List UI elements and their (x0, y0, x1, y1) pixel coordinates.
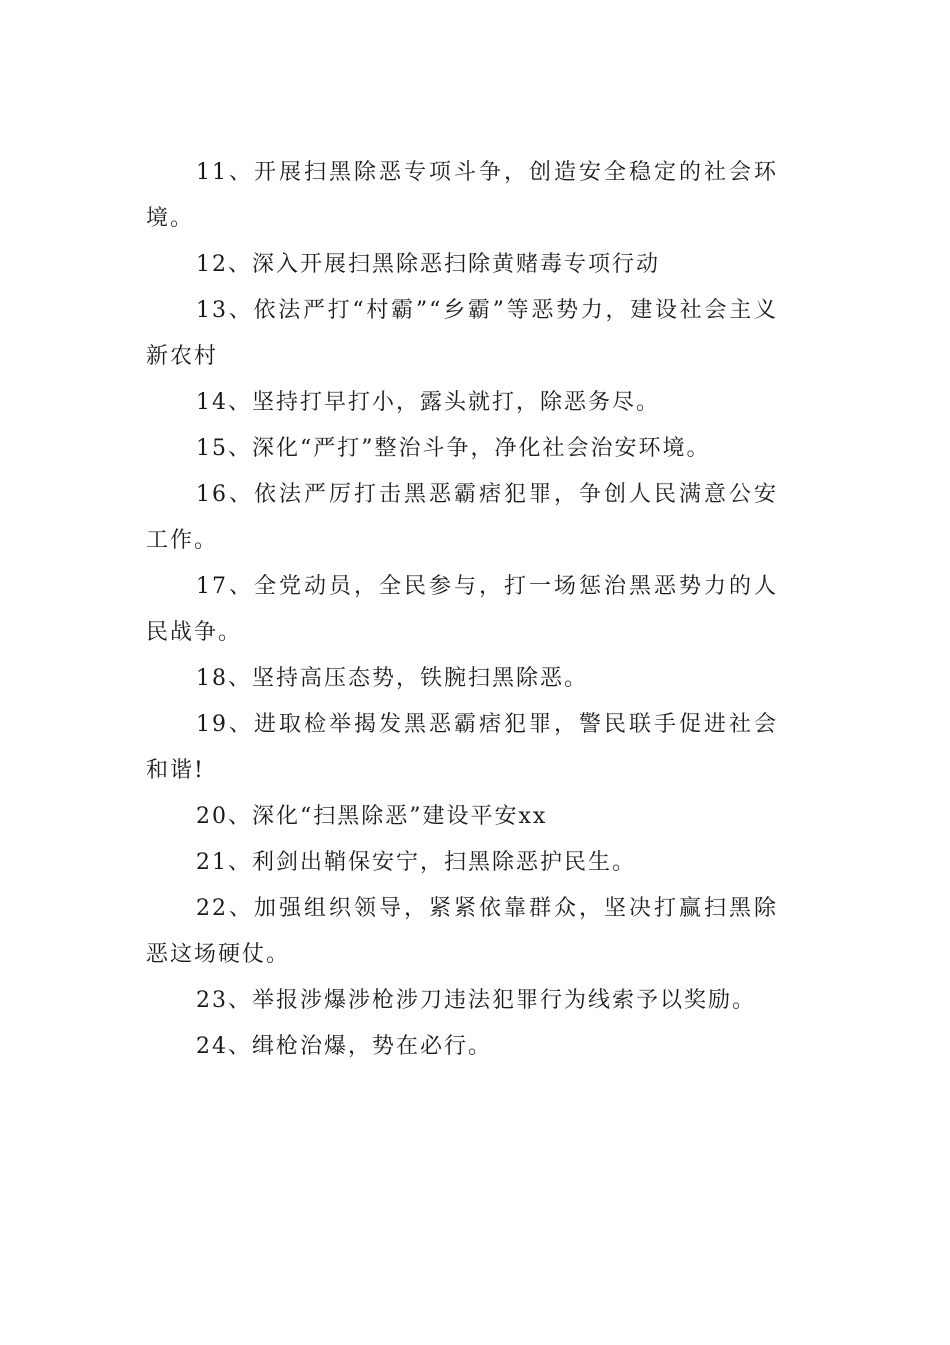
paragraph-item-21: 21、利剑出鞘保安宁，扫黑除恶护民生。 (196, 850, 636, 875)
paragraph-item-13: 13、依法严打“村霸”“乡霸”等恶势力，建设社会主义新农村 (146, 298, 778, 369)
paragraph-item-18: 18、坚持高压态势，铁腕扫黑除恶。 (196, 666, 588, 691)
paragraph-item-15: 15、深化“严打”整治斗争，净化社会治安环境。 (196, 436, 711, 461)
paragraph-item-22: 22、加强组织领导，紧紧依靠群众，坚决打赢扫黑除恶这场硬仗。 (146, 896, 778, 967)
paragraph-item-17: 17、全党动员，全民参与，打一场惩治黑恶势力的人民战争。 (146, 574, 778, 645)
paragraph-item-20: 20、深化“扫黑除恶”建设平安xx (196, 804, 548, 829)
paragraph-item-14: 14、坚持打早打小，露头就打，除恶务尽。 (196, 390, 660, 415)
paragraph-item-24: 24、缉枪治爆，势在必行。 (196, 1034, 492, 1059)
paragraph-item-11: 11、开展扫黑除恶专项斗争，创造安全稳定的社会环境。 (146, 160, 778, 231)
paragraph-item-16: 16、依法严厉打击黑恶霸痞犯罪，争创人民满意公安工作。 (146, 482, 778, 553)
paragraph-item-19: 19、进取检举揭发黑恶霸痞犯罪，警民联手促进社会和谐! (146, 712, 778, 783)
paragraph-item-12: 12、深入开展扫黑除恶扫除黄赌毒专项行动 (196, 252, 660, 277)
paragraph-item-23: 23、举报涉爆涉枪涉刀违法犯罪行为线索予以奖励。 (196, 988, 756, 1013)
document-body (146, 150, 778, 1070)
